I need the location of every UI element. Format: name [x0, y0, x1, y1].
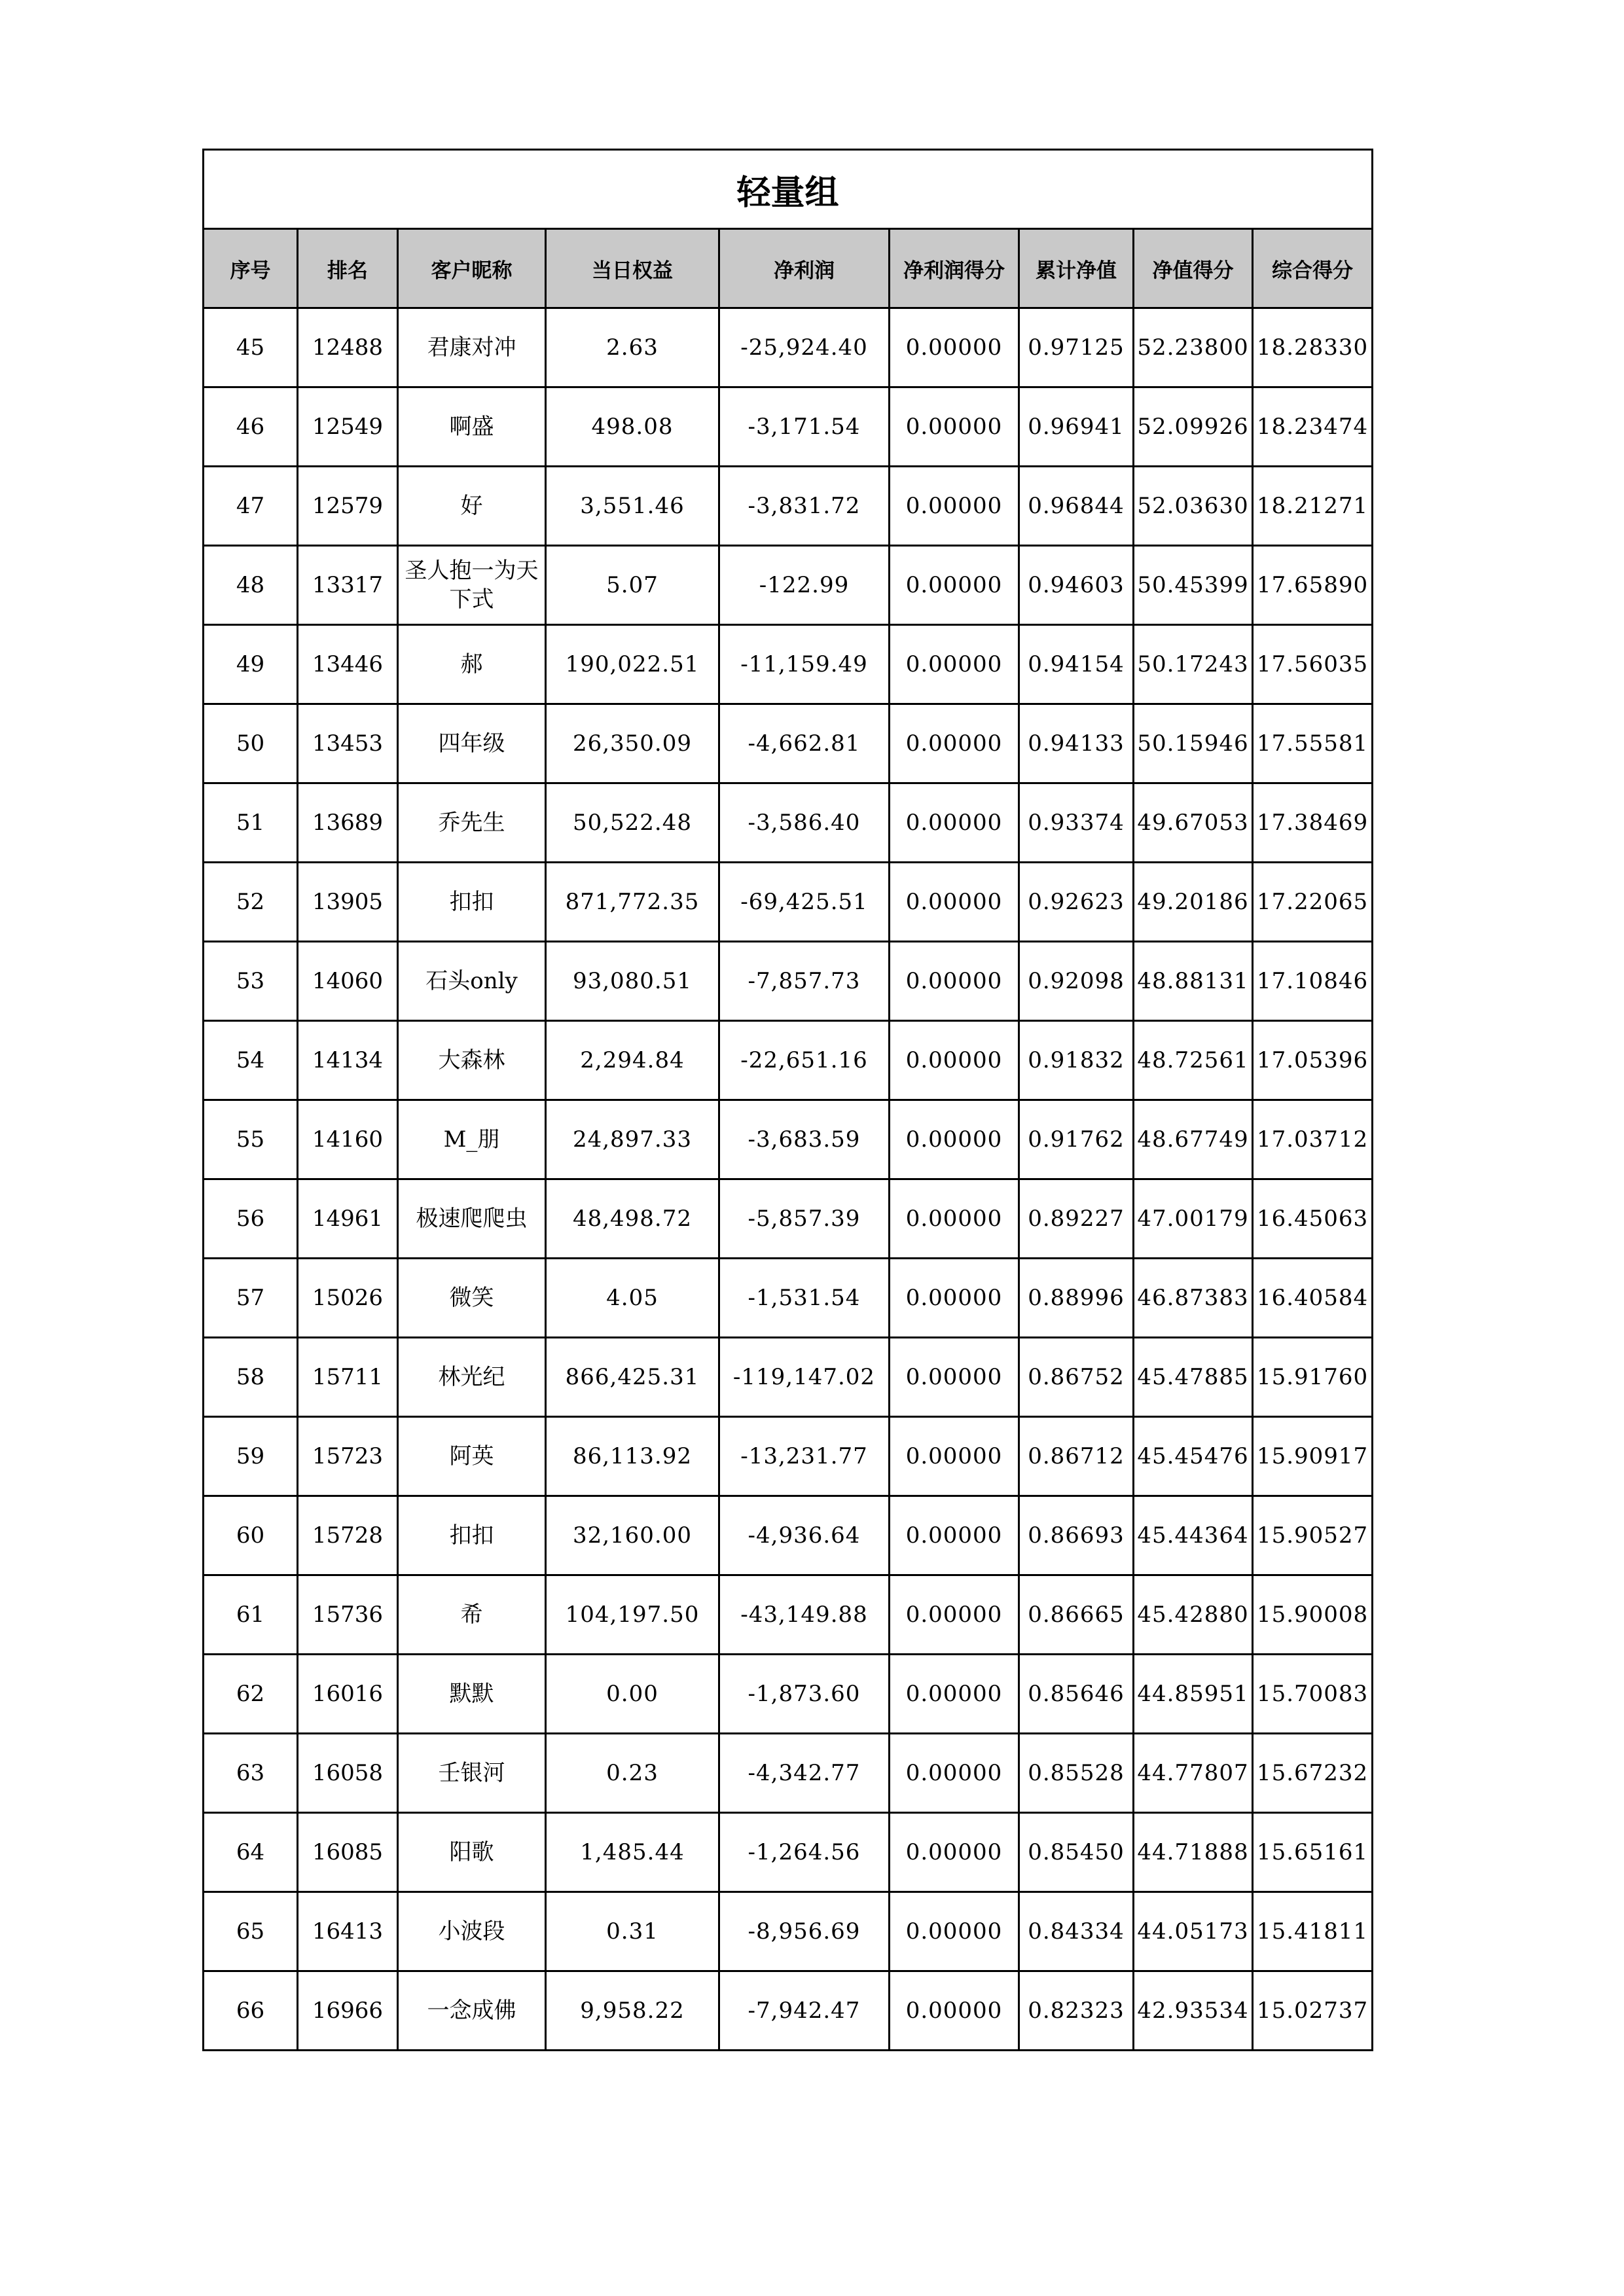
profit-score-cell: 0.00000 — [890, 1734, 1019, 1813]
rank-cell: 16085 — [298, 1813, 398, 1892]
net-profit-cell: -43,149.88 — [719, 1575, 890, 1655]
profit-score-cell: 0.00000 — [890, 1892, 1019, 1971]
nickname-cell: 扣扣 — [398, 863, 546, 942]
nickname-cell: M_朋 — [398, 1100, 546, 1179]
rank-cell: 13689 — [298, 783, 398, 863]
net-profit-cell: -122.99 — [719, 546, 890, 625]
net-profit-cell: -11,159.49 — [719, 625, 890, 704]
net-profit-cell: -3,831.72 — [719, 467, 890, 546]
column-header-rank: 排名 — [298, 229, 398, 308]
rank-cell: 12579 — [298, 467, 398, 546]
equity-cell: 104,197.50 — [546, 1575, 719, 1655]
table-body — [204, 308, 1373, 2051]
total-score-cell: 18.28330 — [1253, 308, 1373, 387]
total-score-cell: 17.10846 — [1253, 942, 1373, 1021]
cumulative-nav-cell: 0.86693 — [1019, 1496, 1134, 1575]
cumulative-nav-cell: 0.89227 — [1019, 1179, 1134, 1259]
net-profit-cell: -8,956.69 — [719, 1892, 890, 1971]
index-cell: 56 — [204, 1179, 298, 1259]
index-cell: 54 — [204, 1021, 298, 1100]
equity-cell: 5.07 — [546, 546, 719, 625]
nav-score-cell: 52.23800 — [1134, 308, 1253, 387]
cumulative-nav-cell: 0.97125 — [1019, 308, 1134, 387]
total-score-cell: 15.90527 — [1253, 1496, 1373, 1575]
profit-score-cell: 0.00000 — [890, 387, 1019, 467]
cumulative-nav-cell: 0.85528 — [1019, 1734, 1134, 1813]
profit-score-cell: 0.00000 — [890, 625, 1019, 704]
nav-score-cell: 42.93534 — [1134, 1971, 1253, 2051]
table-row — [204, 625, 1373, 704]
index-cell: 53 — [204, 942, 298, 1021]
equity-cell: 32,160.00 — [546, 1496, 719, 1575]
nickname-cell: 君康对冲 — [398, 308, 546, 387]
equity-cell: 50,522.48 — [546, 783, 719, 863]
column-header-total-score: 综合得分 — [1253, 229, 1373, 308]
profit-score-cell: 0.00000 — [890, 1575, 1019, 1655]
rank-cell: 13317 — [298, 546, 398, 625]
net-profit-cell: -3,171.54 — [719, 387, 890, 467]
total-score-cell: 17.38469 — [1253, 783, 1373, 863]
cumulative-nav-cell: 0.94154 — [1019, 625, 1134, 704]
index-cell: 51 — [204, 783, 298, 863]
profit-score-cell: 0.00000 — [890, 1417, 1019, 1496]
rank-cell: 13446 — [298, 625, 398, 704]
index-cell: 52 — [204, 863, 298, 942]
table-row — [204, 387, 1373, 467]
nav-score-cell: 48.72561 — [1134, 1021, 1253, 1100]
nickname-cell: 石头only — [398, 942, 546, 1021]
table-row — [204, 1813, 1373, 1892]
column-header-net-profit: 净利润 — [719, 229, 890, 308]
profit-score-cell: 0.00000 — [890, 1496, 1019, 1575]
rank-cell: 14961 — [298, 1179, 398, 1259]
profit-score-cell: 0.00000 — [890, 704, 1019, 783]
table-row — [204, 863, 1373, 942]
profit-score-cell: 0.00000 — [890, 1338, 1019, 1417]
nav-score-cell: 44.77807 — [1134, 1734, 1253, 1813]
total-score-cell: 18.23474 — [1253, 387, 1373, 467]
index-cell: 55 — [204, 1100, 298, 1179]
rank-cell: 14160 — [298, 1100, 398, 1179]
nav-score-cell: 45.44364 — [1134, 1496, 1253, 1575]
nickname-cell: 好 — [398, 467, 546, 546]
table-row — [204, 1179, 1373, 1259]
index-cell: 65 — [204, 1892, 298, 1971]
cumulative-nav-cell: 0.85450 — [1019, 1813, 1134, 1892]
nickname-cell: 扣扣 — [398, 1496, 546, 1575]
rank-cell: 15723 — [298, 1417, 398, 1496]
rank-cell: 13905 — [298, 863, 398, 942]
equity-cell: 2,294.84 — [546, 1021, 719, 1100]
profit-score-cell: 0.00000 — [890, 546, 1019, 625]
equity-cell: 0.23 — [546, 1734, 719, 1813]
net-profit-cell: -119,147.02 — [719, 1338, 890, 1417]
nav-score-cell: 44.05173 — [1134, 1892, 1253, 1971]
cumulative-nav-cell: 0.82323 — [1019, 1971, 1134, 2051]
index-cell: 64 — [204, 1813, 298, 1892]
cumulative-nav-cell: 0.88996 — [1019, 1259, 1134, 1338]
total-score-cell: 15.65161 — [1253, 1813, 1373, 1892]
profit-score-cell: 0.00000 — [890, 1655, 1019, 1734]
nav-score-cell: 45.42880 — [1134, 1575, 1253, 1655]
profit-score-cell: 0.00000 — [890, 1100, 1019, 1179]
rank-cell: 14134 — [298, 1021, 398, 1100]
net-profit-cell: -69,425.51 — [719, 863, 890, 942]
table-row — [204, 546, 1373, 625]
column-header-cumulative-nav: 累计净值 — [1019, 229, 1134, 308]
table-row — [204, 1575, 1373, 1655]
cumulative-nav-cell: 0.91762 — [1019, 1100, 1134, 1179]
nickname-cell: 啊盛 — [398, 387, 546, 467]
nickname-cell: 阳歌 — [398, 1813, 546, 1892]
equity-cell: 1,485.44 — [546, 1813, 719, 1892]
net-profit-cell: -1,531.54 — [719, 1259, 890, 1338]
rank-cell: 15711 — [298, 1338, 398, 1417]
equity-cell: 26,350.09 — [546, 704, 719, 783]
nickname-cell: 极速爬爬虫 — [398, 1179, 546, 1259]
total-score-cell: 15.70083 — [1253, 1655, 1373, 1734]
index-cell: 46 — [204, 387, 298, 467]
ranking-table — [202, 149, 1373, 2051]
nav-score-cell: 47.00179 — [1134, 1179, 1253, 1259]
net-profit-cell: -25,924.40 — [719, 308, 890, 387]
nav-score-cell: 49.67053 — [1134, 783, 1253, 863]
cumulative-nav-cell: 0.94133 — [1019, 704, 1134, 783]
equity-cell: 190,022.51 — [546, 625, 719, 704]
net-profit-cell: -1,264.56 — [719, 1813, 890, 1892]
profit-score-cell: 0.00000 — [890, 1971, 1019, 2051]
index-cell: 45 — [204, 308, 298, 387]
profit-score-cell: 0.00000 — [890, 1259, 1019, 1338]
index-cell: 50 — [204, 704, 298, 783]
table-row — [204, 1734, 1373, 1813]
cumulative-nav-cell: 0.92623 — [1019, 863, 1134, 942]
total-score-cell: 15.02737 — [1253, 1971, 1373, 2051]
table-row — [204, 942, 1373, 1021]
nav-score-cell: 44.71888 — [1134, 1813, 1253, 1892]
rank-cell: 15728 — [298, 1496, 398, 1575]
index-cell: 47 — [204, 467, 298, 546]
nav-score-cell: 50.17243 — [1134, 625, 1253, 704]
table-row — [204, 1496, 1373, 1575]
nav-score-cell: 48.88131 — [1134, 942, 1253, 1021]
nickname-cell: 林光纪 — [398, 1338, 546, 1417]
nickname-cell: 四年级 — [398, 704, 546, 783]
nickname-cell: 大森林 — [398, 1021, 546, 1100]
net-profit-cell: -4,662.81 — [719, 704, 890, 783]
column-header-equity: 当日权益 — [546, 229, 719, 308]
column-header-index: 序号 — [204, 229, 298, 308]
equity-cell: 3,551.46 — [546, 467, 719, 546]
table-row — [204, 308, 1373, 387]
rank-cell: 12488 — [298, 308, 398, 387]
total-score-cell: 17.22065 — [1253, 863, 1373, 942]
total-score-cell: 17.03712 — [1253, 1100, 1373, 1179]
equity-cell: 48,498.72 — [546, 1179, 719, 1259]
rank-cell: 13453 — [298, 704, 398, 783]
nickname-cell: 阿英 — [398, 1417, 546, 1496]
cumulative-nav-cell: 0.92098 — [1019, 942, 1134, 1021]
profit-score-cell: 0.00000 — [890, 863, 1019, 942]
nav-score-cell: 52.09926 — [1134, 387, 1253, 467]
cumulative-nav-cell: 0.86752 — [1019, 1338, 1134, 1417]
rank-cell: 15026 — [298, 1259, 398, 1338]
net-profit-cell: -7,942.47 — [719, 1971, 890, 2051]
total-score-cell: 17.65890 — [1253, 546, 1373, 625]
nickname-cell: 默默 — [398, 1655, 546, 1734]
net-profit-cell: -7,857.73 — [719, 942, 890, 1021]
table-row — [204, 1655, 1373, 1734]
table-row — [204, 783, 1373, 863]
total-score-cell: 15.90917 — [1253, 1417, 1373, 1496]
net-profit-cell: -3,586.40 — [719, 783, 890, 863]
total-score-cell: 15.91760 — [1253, 1338, 1373, 1417]
cumulative-nav-cell: 0.84334 — [1019, 1892, 1134, 1971]
profit-score-cell: 0.00000 — [890, 467, 1019, 546]
nav-score-cell: 50.45399 — [1134, 546, 1253, 625]
net-profit-cell: -1,873.60 — [719, 1655, 890, 1734]
nickname-cell: 壬银河 — [398, 1734, 546, 1813]
net-profit-cell: -4,342.77 — [719, 1734, 890, 1813]
nickname-cell: 微笑 — [398, 1259, 546, 1338]
nickname-cell: 小波段 — [398, 1892, 546, 1971]
equity-cell: 24,897.33 — [546, 1100, 719, 1179]
cumulative-nav-cell: 0.86665 — [1019, 1575, 1134, 1655]
index-cell: 60 — [204, 1496, 298, 1575]
nickname-cell: 希 — [398, 1575, 546, 1655]
nav-score-cell: 44.85951 — [1134, 1655, 1253, 1734]
cumulative-nav-cell: 0.94603 — [1019, 546, 1134, 625]
equity-cell: 871,772.35 — [546, 863, 719, 942]
cumulative-nav-cell: 0.86712 — [1019, 1417, 1134, 1496]
cumulative-nav-cell: 0.85646 — [1019, 1655, 1134, 1734]
profit-score-cell: 0.00000 — [890, 1179, 1019, 1259]
total-score-cell: 18.21271 — [1253, 467, 1373, 546]
equity-cell: 0.00 — [546, 1655, 719, 1734]
table-row — [204, 1259, 1373, 1338]
net-profit-cell: -3,683.59 — [719, 1100, 890, 1179]
rank-cell: 15736 — [298, 1575, 398, 1655]
equity-cell: 0.31 — [546, 1892, 719, 1971]
total-score-cell: 15.90008 — [1253, 1575, 1373, 1655]
net-profit-cell: -5,857.39 — [719, 1179, 890, 1259]
table-row — [204, 1417, 1373, 1496]
net-profit-cell: -4,936.64 — [719, 1496, 890, 1575]
equity-cell: 498.08 — [546, 387, 719, 467]
nav-score-cell: 45.47885 — [1134, 1338, 1253, 1417]
index-cell: 61 — [204, 1575, 298, 1655]
table-row — [204, 1100, 1373, 1179]
nickname-cell: 郝 — [398, 625, 546, 704]
equity-cell: 93,080.51 — [546, 942, 719, 1021]
column-header-nickname: 客户昵称 — [398, 229, 546, 308]
nav-score-cell: 50.15946 — [1134, 704, 1253, 783]
table-row — [204, 1971, 1373, 2051]
profit-score-cell: 0.00000 — [890, 308, 1019, 387]
total-score-cell: 16.40584 — [1253, 1259, 1373, 1338]
rank-cell: 16413 — [298, 1892, 398, 1971]
table-row — [204, 1338, 1373, 1417]
index-cell: 49 — [204, 625, 298, 704]
profit-score-cell: 0.00000 — [890, 1813, 1019, 1892]
table-title: 轻量组 — [204, 150, 1373, 229]
nickname-cell: 乔先生 — [398, 783, 546, 863]
equity-cell: 4.05 — [546, 1259, 719, 1338]
index-cell: 63 — [204, 1734, 298, 1813]
rank-cell: 12549 — [298, 387, 398, 467]
table-row — [204, 704, 1373, 783]
header-row — [204, 229, 1373, 308]
index-cell: 58 — [204, 1338, 298, 1417]
net-profit-cell: -22,651.16 — [719, 1021, 890, 1100]
net-profit-cell: -13,231.77 — [719, 1417, 890, 1496]
index-cell: 59 — [204, 1417, 298, 1496]
rank-cell: 16016 — [298, 1655, 398, 1734]
nav-score-cell: 46.87383 — [1134, 1259, 1253, 1338]
cumulative-nav-cell: 0.96941 — [1019, 387, 1134, 467]
table-row — [204, 467, 1373, 546]
nickname-cell: 一念成佛 — [398, 1971, 546, 2051]
total-score-cell: 15.67232 — [1253, 1734, 1373, 1813]
profit-score-cell: 0.00000 — [890, 783, 1019, 863]
equity-cell: 9,958.22 — [546, 1971, 719, 2051]
cumulative-nav-cell: 0.96844 — [1019, 467, 1134, 546]
nickname-cell: 圣人抱一为天下式 — [398, 546, 546, 625]
profit-score-cell: 0.00000 — [890, 1021, 1019, 1100]
equity-cell: 2.63 — [546, 308, 719, 387]
total-score-cell: 15.41811 — [1253, 1892, 1373, 1971]
nav-score-cell: 45.45476 — [1134, 1417, 1253, 1496]
profit-score-cell: 0.00000 — [890, 942, 1019, 1021]
nav-score-cell: 49.20186 — [1134, 863, 1253, 942]
rank-cell: 16966 — [298, 1971, 398, 2051]
index-cell: 62 — [204, 1655, 298, 1734]
column-header-nav-score: 净值得分 — [1134, 229, 1253, 308]
index-cell: 66 — [204, 1971, 298, 2051]
index-cell: 57 — [204, 1259, 298, 1338]
cumulative-nav-cell: 0.91832 — [1019, 1021, 1134, 1100]
rank-cell: 16058 — [298, 1734, 398, 1813]
column-header-profit-score: 净利润得分 — [890, 229, 1019, 308]
total-score-cell: 17.55581 — [1253, 704, 1373, 783]
total-score-cell: 16.45063 — [1253, 1179, 1373, 1259]
equity-cell: 866,425.31 — [546, 1338, 719, 1417]
total-score-cell: 17.56035 — [1253, 625, 1373, 704]
table-row — [204, 1021, 1373, 1100]
table-row — [204, 1892, 1373, 1971]
cumulative-nav-cell: 0.93374 — [1019, 783, 1134, 863]
index-cell: 48 — [204, 546, 298, 625]
nav-score-cell: 48.67749 — [1134, 1100, 1253, 1179]
equity-cell: 86,113.92 — [546, 1417, 719, 1496]
total-score-cell: 17.05396 — [1253, 1021, 1373, 1100]
rank-cell: 14060 — [298, 942, 398, 1021]
nav-score-cell: 52.03630 — [1134, 467, 1253, 546]
